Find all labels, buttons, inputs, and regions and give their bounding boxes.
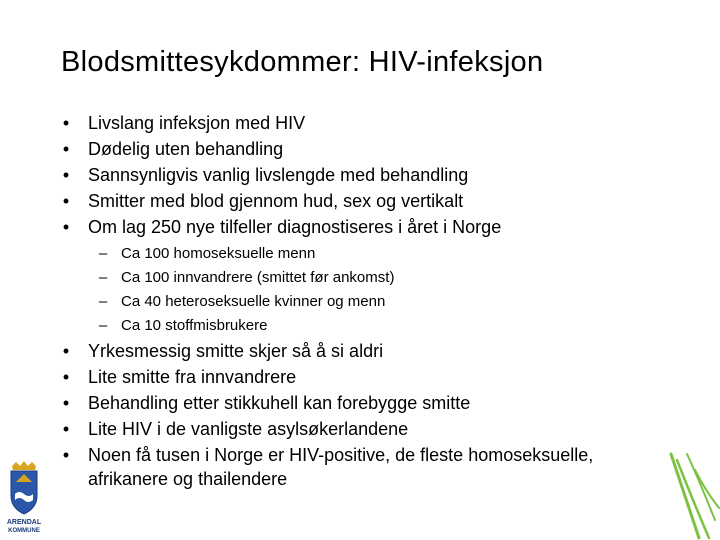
dash-marker: – <box>98 293 108 310</box>
bullet-text: Dødelig uten behandling <box>88 139 284 159</box>
bullet-text: Sannsynligvis vanlig livslengde med behandling <box>88 165 469 185</box>
arendal-kommune-logo <box>4 460 44 538</box>
sub-bullet-text: Ca 40 heteroseksuelle kvinner og menn <box>121 293 386 310</box>
sub-bullet-text: Ca 10 stoffmisbrukere <box>121 317 268 334</box>
bullet-text: Om lag 250 nye tilfeller diagnostiseres i året i Norge <box>88 217 502 237</box>
bullet-marker: • <box>62 367 70 387</box>
dash-marker: – <box>98 245 108 262</box>
green-swoosh-decoration <box>665 450 720 540</box>
bullet-marker: • <box>62 445 70 465</box>
bullet-text: Noen få tusen i Norge er HIV-positive, de fleste homoseksuelle, afrikanere og thailendere <box>88 445 594 489</box>
logo-text-line1: ARENDAL <box>6 519 42 526</box>
bullet-marker: • <box>62 419 70 439</box>
bullet-text: Lite smitte fra innvandrere <box>88 367 297 387</box>
bullet-marker: • <box>62 139 70 159</box>
bullet-text: Yrkesmessig smitte skjer så å si aldri <box>88 341 384 361</box>
bullet-text: Smitter med blod gjennom hud, sex og vertikalt <box>88 191 464 211</box>
sub-bullet-text: Ca 100 homoseksuelle menn <box>121 245 316 262</box>
logo-text-line2: KOMMUNE <box>8 528 40 534</box>
slide-title: Blodsmittesykdommer: HIV-infeksjon <box>61 46 544 78</box>
bullet-marker: • <box>62 393 70 413</box>
dash-marker: – <box>98 269 108 286</box>
sub-bullet-text: Ca 100 innvandrere (smittet før ankomst) <box>121 269 395 286</box>
bullet-marker: • <box>62 165 70 185</box>
bullet-marker: • <box>62 341 70 361</box>
dash-marker: – <box>98 317 108 334</box>
bullet-marker: • <box>62 217 70 237</box>
bullet-text: Lite HIV i de vanligste asylsøkerlandene <box>88 419 409 439</box>
bullet-marker: • <box>62 113 70 133</box>
bullet-text: Behandling etter stikkuhell kan forebygge smitte <box>88 393 471 413</box>
bullet-marker: • <box>62 191 70 211</box>
crown-icon <box>12 461 36 470</box>
bullet-text: Livslang infeksjon med HIV <box>88 113 306 133</box>
